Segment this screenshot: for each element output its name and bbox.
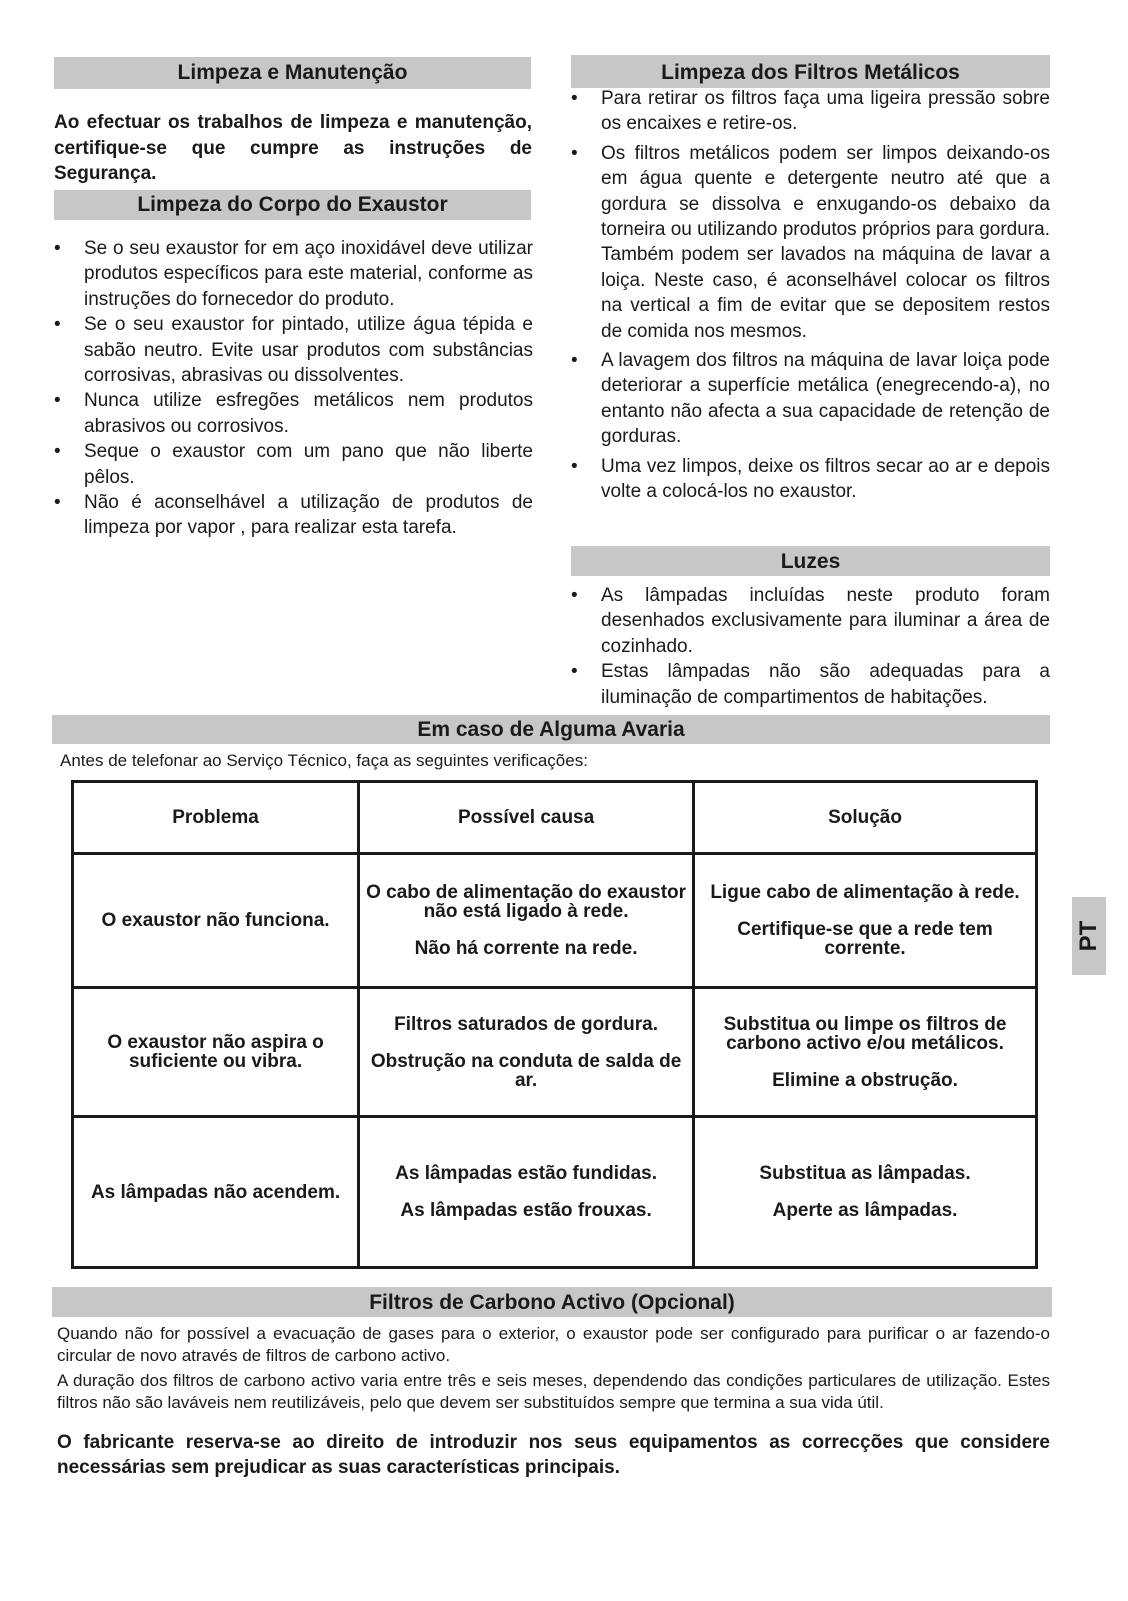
bullet-icon: • <box>571 88 578 109</box>
cause-text: O cabo de alimentação do exaustor não está ligado à rede. <box>366 882 687 922</box>
bullet-icon: • <box>571 585 578 606</box>
solution-cell <box>694 854 1037 988</box>
language-tab-label: PT <box>1075 920 1102 952</box>
bullet-icon: • <box>571 350 578 372</box>
solution-text: Ligue cabo de alimentação à rede. <box>710 882 1020 903</box>
list-item: • Seque o exaustor com um pano que não liberte pêlos. <box>54 441 533 488</box>
column-header: Possível causa <box>359 782 694 854</box>
bullet-icon: • <box>54 238 61 259</box>
cause-text: Filtros saturados de gordura. <box>394 1013 659 1035</box>
solution-cell <box>694 988 1037 1117</box>
cause-cell <box>359 988 694 1117</box>
solution-text: Elimine a obstrução. <box>772 1069 958 1091</box>
carbon-paragraph-2: A duração dos filtros de carbono activo varia entre três e seis meses, dependendo das condições particulares de utilização. Estes filtros não são laváveis nem reutilizáveis, pelo que devem ser substituídos sempre que termina a sua vida útil. <box>57 1371 1050 1412</box>
section-header-fault: Em caso de Alguma Avaria <box>52 715 1050 744</box>
lights-list <box>571 583 1050 710</box>
problem-cell: O exaustor não aspira o suficiente ou vibra. <box>73 988 359 1117</box>
table-header-row <box>73 782 1037 854</box>
bullet-icon: • <box>54 492 61 514</box>
bullet-icon: • <box>54 441 61 463</box>
table-row <box>73 1117 1037 1268</box>
safety-intro: Ao efectuar os trabalhos de limpeza e manutenção, certifique-se que cumpre as instruções de Segurança. <box>54 112 532 185</box>
table-row <box>73 854 1037 988</box>
bullet-icon: • <box>571 142 578 164</box>
solution-text: Certifique-se que a rede tem corrente. <box>737 919 993 959</box>
section-header-lights: Luzes <box>571 546 1050 576</box>
cause-text: Não há corrente na rede. <box>414 938 638 959</box>
bullet-icon: • <box>571 661 578 683</box>
bullet-icon: • <box>54 390 61 412</box>
section-header-metal-filters: Limpeza dos Filtros Metálicos <box>571 55 1050 88</box>
column-header: Problema <box>73 782 359 854</box>
cause-cell <box>359 1117 694 1268</box>
section-header-body-cleaning: Limpeza do Corpo do Exaustor <box>54 190 531 220</box>
list-item: • Estas lâmpadas não são adequadas para a iluminação de compartimentos de habitações. <box>571 661 1050 708</box>
fault-table <box>71 780 1038 1269</box>
cause-cell <box>359 854 694 988</box>
manufacturer-note: O fabricante reserva-se ao direito de introduzir nos seus equipamentos as correcções que considere necessárias sem prejudicar as suas características principais. <box>57 1432 1050 1478</box>
section-header-cleaning: Limpeza e Manutenção <box>54 57 531 89</box>
body-cleaning-list <box>54 236 533 541</box>
solution-text: Substitua ou limpe os filtros de carbono activo e/ou metálicos. <box>723 1013 1007 1054</box>
fault-intro: Antes de telefonar ao Serviço Técnico, faça as seguintes verificações: <box>60 751 588 770</box>
carbon-paragraph-1: Quando não for possível a evacuação de gases para o exterior, o exaustor pode ser configurado para purificar o ar fazendo-o circular de novo através de filtros de carbono activo. <box>57 1324 1050 1365</box>
list-item: • A lavagem dos filtros na máquina de lavar loiça pode deteriorar a superfície metálica (enegrecendo-a), no entanto não afecta a sua capacidade de retenção de gorduras. <box>571 350 1050 448</box>
bullet-icon: • <box>571 455 578 477</box>
list-item: • Nunca utilize esfregões metálicos nem produtos abrasivos ou corrosivos. <box>54 390 533 437</box>
cause-text: As lâmpadas estão frouxas. <box>400 1200 652 1221</box>
section-header-carbon-filters: Filtros de Carbono Activo (Opcional) <box>52 1287 1052 1317</box>
problem-cell: O exaustor não funciona. <box>73 854 359 988</box>
problem-cell: As lâmpadas não acendem. <box>73 1117 359 1268</box>
solution-cell <box>694 1117 1037 1268</box>
solution-text: Substitua as lâmpadas. <box>759 1163 971 1184</box>
solution-text: Aperte as lâmpadas. <box>772 1200 958 1221</box>
list-item: • Uma vez limpos, deixe os filtros secar ao ar e depois volte a colocá-los no exaustor. <box>571 455 1050 503</box>
cause-text: As lâmpadas estão fundidas. <box>395 1163 657 1184</box>
metal-filter-list <box>571 86 1050 509</box>
bullet-icon: • <box>54 314 61 336</box>
cause-text: Obstrução na conduta de salda de ar. <box>370 1050 682 1091</box>
list-item: • Para retirar os filtros faça uma ligeira pressão sobre os encaixes e retire-os. <box>571 88 1050 135</box>
list-item: • Se o seu exaustor for pintado, utilize água tépida e sabão neutro. Evite usar produtos com substâncias corrosivas, abrasivas ou dissolventes. <box>54 314 533 387</box>
language-tab <box>1072 897 1106 975</box>
table-row <box>73 988 1037 1117</box>
list-item: • Os filtros metálicos podem ser limpos deixando-os em água quente e detergente neutro até que a gordura se dissolva e enxugando-os debaixo da torneira ou utilizando produtos próprios para gordura. Também podem ser lavados na máquina de lavar a loiça. Neste caso, é aconselhável colocar os filtros na vertical a fim de evitar que se depositem restos de comida nos mesmos. <box>571 142 1050 342</box>
list-item: • Não é aconselhável a utilização de produtos de limpeza por vapor , para realizar esta tarefa. <box>54 492 533 539</box>
column-header: Solução <box>694 782 1037 854</box>
list-item: • Se o seu exaustor for em aço inoxidável deve utilizar produtos específicos para este material, conforme as instruções do fornecedor do produto. <box>54 238 533 310</box>
list-item: • As lâmpadas incluídas neste produto foram desenhados exclusivamente para iluminar a área de cozinhado. <box>571 585 1050 657</box>
